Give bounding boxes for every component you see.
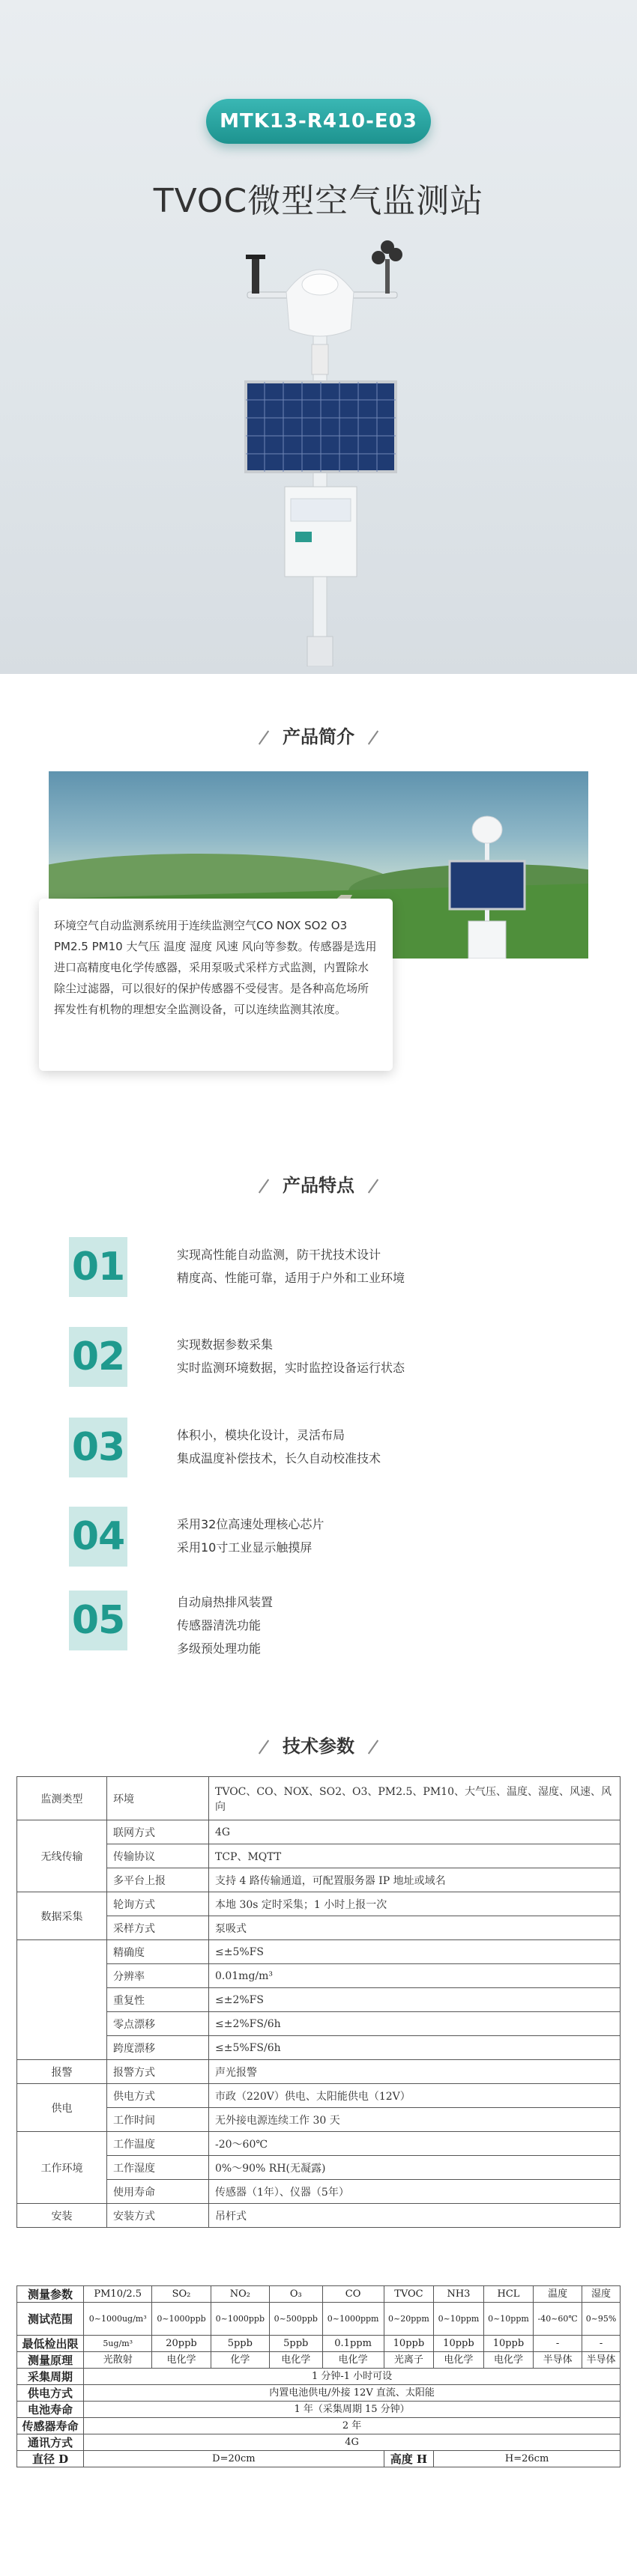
- table-row: [17, 2418, 621, 2434]
- table-row: [17, 2132, 621, 2156]
- feature-number: 03: [69, 1418, 127, 1477]
- table-row: [17, 1964, 621, 1988]
- spec-cell: D=20cm: [84, 2451, 384, 2467]
- feature-item: [0, 1507, 637, 1574]
- param-name: 零点漂移: [107, 2012, 209, 2036]
- feature-text: [177, 1513, 324, 1559]
- intro-text-card: 环境空气自动监测系统用于连续监测空气CO NOX SO2 O3 PM2.5 PM10 大气压 温度 湿度 风速 风向等参数。传感器是选用进口高精度电化学传感器，采用泵吸式采样方式监测，内置除水除尘过滤器，可以很好的保护传感器不受侵害。是各种高危场所挥发性有机物的理想安全监测设备，可以连续监测其浓度。: [39, 899, 393, 1071]
- feature-text: [177, 1243, 405, 1289]
- heading-slash-right: [368, 730, 378, 744]
- spec-label: 测量原理: [17, 2352, 84, 2369]
- table-row: [17, 2385, 621, 2402]
- param-value: 市政（220V）供电、太阳能供电（12V）: [209, 2084, 621, 2108]
- spec-cell: 5ug/m³: [84, 2336, 152, 2352]
- param-name: 工作湿度: [107, 2156, 209, 2180]
- param-value: TCP、MQTT: [209, 1844, 621, 1868]
- param-category: 报警: [17, 2060, 107, 2084]
- spec-cell: 电化学: [152, 2352, 211, 2369]
- spec-header: O₃: [270, 2286, 323, 2303]
- feature-item: [0, 1418, 637, 1485]
- features-title: 产品特点: [283, 1175, 354, 1196]
- spec-cell: 0~10ppm: [434, 2303, 484, 2336]
- param-value: -20～60℃: [209, 2132, 621, 2156]
- feature-text: [177, 1591, 273, 1660]
- param-name: 重复性: [107, 1988, 209, 2012]
- param-name: 环境: [107, 1777, 209, 1820]
- table-row: [17, 2036, 621, 2060]
- intro-title: 产品简介: [283, 726, 354, 747]
- spec-cell: 10ppb: [434, 2336, 484, 2352]
- param-category: 工作环境: [17, 2132, 107, 2204]
- spec-header: TVOC: [384, 2286, 434, 2303]
- feature-text: [177, 1424, 381, 1470]
- hero-banner: [0, 0, 637, 674]
- spec-cell: 1 年（采集周期 15 分钟）: [84, 2402, 621, 2418]
- model-badge: MTK13-R410-E03: [206, 99, 431, 144]
- feature-line: 多级预处理功能: [177, 1641, 262, 1656]
- spec-header: PM10/2.5: [84, 2286, 152, 2303]
- table-row: [17, 2434, 621, 2451]
- feature-number: 01: [69, 1237, 127, 1297]
- spec-header: 测量参数: [17, 2286, 84, 2303]
- spec-cell: 1 分钟-1 小时可设: [84, 2369, 621, 2385]
- table-row: [17, 1892, 621, 1916]
- spec-cell: 化学: [211, 2352, 269, 2369]
- params-heading: [0, 1731, 637, 1758]
- heading-slash-right: [368, 1740, 378, 1754]
- param-value: 声光报警: [209, 2060, 621, 2084]
- heading-slash-left: [259, 730, 269, 744]
- param-category: 数据采集: [17, 1892, 107, 1940]
- table-row: [17, 2060, 621, 2084]
- features-heading: [0, 1170, 637, 1197]
- table-row: [17, 2336, 621, 2352]
- table-row: [17, 1777, 621, 1820]
- feature-line: 采用32位高速处理核心芯片: [177, 1517, 324, 1531]
- feature-line: 精度高、性能可靠，适用于户外和工业环境: [177, 1271, 405, 1285]
- spec-label: 测试范围: [17, 2303, 84, 2336]
- spec-cell: 内置电池供电/外接 12V 直流、太阳能: [84, 2385, 621, 2402]
- param-name: 使用寿命: [107, 2180, 209, 2204]
- table-row: [17, 1916, 621, 1940]
- param-value: ≤±5%FS: [209, 1940, 621, 1964]
- spec-cell: H=26cm: [434, 2451, 621, 2467]
- table-row: [17, 2012, 621, 2036]
- spec-header: 湿度: [582, 2286, 621, 2303]
- spec-label: 电池寿命: [17, 2402, 84, 2418]
- feature-line: 体积小，模块化设计，灵活布局: [177, 1428, 345, 1442]
- spec-label: 通讯方式: [17, 2434, 84, 2451]
- param-name: 工作时间: [107, 2108, 209, 2132]
- param-name: 传输协议: [107, 1844, 209, 1868]
- spec-cell: 光散射: [84, 2352, 152, 2369]
- spec-label: 直径 D: [17, 2451, 84, 2467]
- feature-line: 自动扇热排风装置: [177, 1595, 274, 1609]
- spec-cell: 0~1000ppm: [322, 2303, 384, 2336]
- table-row: [17, 2352, 621, 2369]
- spec-cell: 20ppb: [152, 2336, 211, 2352]
- param-name: 分辨率: [107, 1964, 209, 1988]
- param-category: 无线传输: [17, 1820, 107, 1892]
- feature-item: [0, 1237, 637, 1304]
- param-name: 联网方式: [107, 1820, 209, 1844]
- spec-header: NO₂: [211, 2286, 269, 2303]
- feature-line: 实现数据参数采集: [177, 1337, 274, 1352]
- table-row: [17, 2402, 621, 2418]
- spec-cell: 4G: [84, 2434, 621, 2451]
- param-category: 监测类型: [17, 1777, 107, 1820]
- spec-cell: 0~95%: [582, 2303, 621, 2336]
- spec-cell: 2 年: [84, 2418, 621, 2434]
- spec-cell: 0~20ppm: [384, 2303, 434, 2336]
- heading-slash-right: [368, 1179, 378, 1193]
- param-value: ≤±5%FS/6h: [209, 2036, 621, 2060]
- page-title: TVOC微型空气监测站: [153, 182, 484, 220]
- monitoring-station-illustration: [202, 232, 442, 666]
- feature-line: 采用10寸工业显示触摸屏: [177, 1540, 313, 1555]
- param-name: 轮询方式: [107, 1892, 209, 1916]
- spec-label: 高度 H: [384, 2451, 434, 2467]
- table-row: [17, 1988, 621, 2012]
- intro-heading: [0, 722, 637, 748]
- table-row: [17, 2156, 621, 2180]
- intro-section: [0, 771, 637, 1101]
- spec-cell: 10ppb: [384, 2336, 434, 2352]
- spec-header: CO: [322, 2286, 384, 2303]
- params-table: [16, 1776, 621, 2228]
- spec-cell: 电化学: [270, 2352, 323, 2369]
- spec-cell: 0~1000ppb: [152, 2303, 211, 2336]
- spec-cell: 5ppb: [211, 2336, 269, 2352]
- param-name: 精确度: [107, 1940, 209, 1964]
- param-name: 供电方式: [107, 2084, 209, 2108]
- param-value: 支持 4 路传输通道，可配置服务器 IP 地址或域名: [209, 1868, 621, 1892]
- spec-label: 最低检出限: [17, 2336, 84, 2352]
- heading-slash-left: [259, 1740, 269, 1754]
- spec-header: 温度: [534, 2286, 582, 2303]
- param-name: 安装方式: [107, 2204, 209, 2228]
- feature-line: 实现高性能自动监测，防干扰技术设计: [177, 1248, 381, 1262]
- table-row: [17, 1820, 621, 1844]
- param-name: 工作温度: [107, 2132, 209, 2156]
- spec-header: HCL: [483, 2286, 534, 2303]
- table-row: [17, 2108, 621, 2132]
- param-value: TVOC、CO、NOX、SO2、O3、PM2.5、PM10、大气压、温度、湿度、风速、风向: [209, 1777, 621, 1820]
- spec-cell: 电化学: [434, 2352, 484, 2369]
- param-value: 泵吸式: [209, 1916, 621, 1940]
- param-name: 多平台上报: [107, 1868, 209, 1892]
- param-value: 0.01mg/m³: [209, 1964, 621, 1988]
- table-row: [17, 2180, 621, 2204]
- param-category: [17, 1940, 107, 2060]
- feature-item: [0, 1327, 637, 1394]
- table-row: [17, 2369, 621, 2385]
- param-name: 采样方式: [107, 1916, 209, 1940]
- spec-label: 供电方式: [17, 2385, 84, 2402]
- spec-cell: 10ppb: [483, 2336, 534, 2352]
- table-row: [17, 2303, 621, 2336]
- feature-number: 02: [69, 1327, 127, 1387]
- spec-cell: 光离子: [384, 2352, 434, 2369]
- spec-label: 采集周期: [17, 2369, 84, 2385]
- spec-cell: 0.1ppm: [322, 2336, 384, 2352]
- table-row: [17, 2451, 621, 2467]
- param-value: ≤±2%FS/6h: [209, 2012, 621, 2036]
- spec-cell: 0~500ppb: [270, 2303, 323, 2336]
- spec-cell: 半导体: [534, 2352, 582, 2369]
- table-row: [17, 1868, 621, 1892]
- feature-text: [177, 1333, 405, 1379]
- table-row: [17, 1844, 621, 1868]
- param-value: 本地 30s 定时采集；1 小时上报一次: [209, 1892, 621, 1916]
- spec-header: NH3: [434, 2286, 484, 2303]
- table-row: [17, 2286, 621, 2303]
- spec-cell: 0~10ppm: [483, 2303, 534, 2336]
- param-value: 传感器（1年）、仪器（5年）: [209, 2180, 621, 2204]
- param-value: 4G: [209, 1820, 621, 1844]
- param-value: ≤±2%FS: [209, 1988, 621, 2012]
- param-name: 报警方式: [107, 2060, 209, 2084]
- feature-number: 05: [69, 1591, 127, 1650]
- spec-cell: 电化学: [322, 2352, 384, 2369]
- spec-cell: 0~1000ug/m³: [84, 2303, 152, 2336]
- param-category: 供电: [17, 2084, 107, 2132]
- param-category: 安装: [17, 2204, 107, 2228]
- spec-cell: -: [534, 2336, 582, 2352]
- spec-cell: 0~1000ppb: [211, 2303, 269, 2336]
- feature-line: 集成温度补偿技术，长久自动校准技术: [177, 1451, 381, 1465]
- spec-cell: -: [582, 2336, 621, 2352]
- spec-cell: 5ppb: [270, 2336, 323, 2352]
- param-value: 0%～90% RH(无凝露): [209, 2156, 621, 2180]
- heading-slash-left: [259, 1179, 269, 1193]
- table-row: [17, 2204, 621, 2228]
- feature-line: 实时监测环境数据，实时监控设备运行状态: [177, 1361, 405, 1375]
- spec-header: SO₂: [152, 2286, 211, 2303]
- param-name: 跨度漂移: [107, 2036, 209, 2060]
- param-value: 无外接电源连续工作 30 天: [209, 2108, 621, 2132]
- table-row: [17, 1940, 621, 1964]
- params-title: 技术参数: [283, 1736, 354, 1757]
- spec-cell: 电化学: [483, 2352, 534, 2369]
- feature-line: 传感器清洗功能: [177, 1618, 262, 1632]
- spec-cell: 半导体: [582, 2352, 621, 2369]
- spec-label: 传感器寿命: [17, 2418, 84, 2434]
- spec-cell: -40~60℃: [534, 2303, 582, 2336]
- table-row: [17, 2084, 621, 2108]
- feature-number: 04: [69, 1507, 127, 1567]
- param-value: 吊杆式: [209, 2204, 621, 2228]
- specs-table: [16, 2285, 621, 2467]
- feature-item: [0, 1591, 637, 1673]
